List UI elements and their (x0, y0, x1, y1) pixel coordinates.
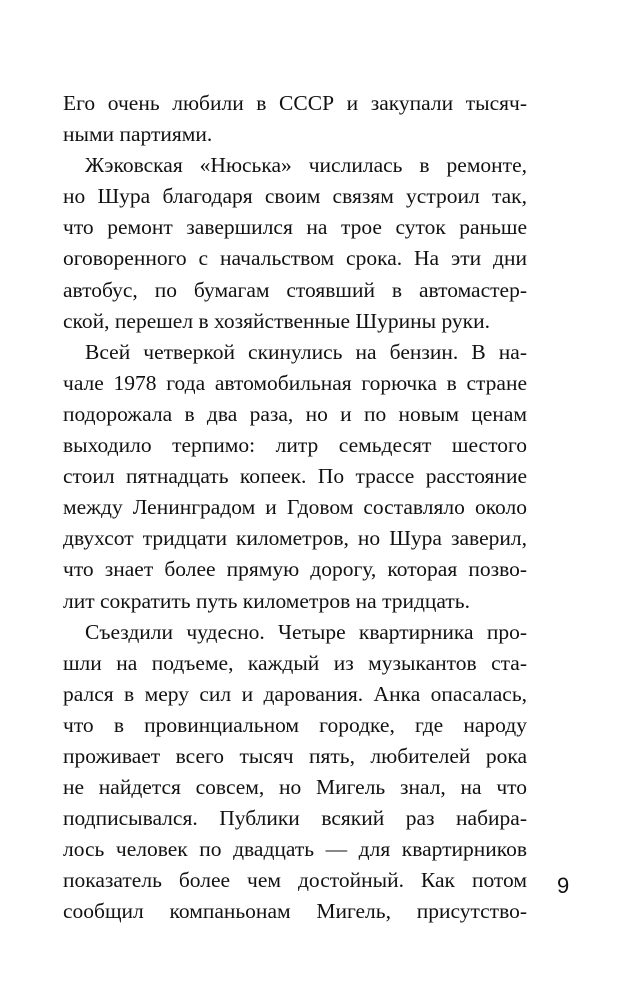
text-line: шли на подъеме, каждый из музыкантов ста- (63, 650, 527, 675)
text-line: Жэковская «Нюська» числилась в ремонте, (85, 153, 527, 178)
text-line: показатель более чем достойный. Как потом (63, 868, 527, 893)
text-line: автобус, по бумагам стоявший в автомастер- (63, 277, 527, 302)
text-line: подорожала в два раза, но и по новым ценам (63, 401, 527, 426)
text-line: оговоренного с начальством срока. На эти дни (63, 246, 527, 271)
text-line: выходило терпимо: литр семьдесят шестого (63, 433, 527, 458)
page-number: 9 (557, 873, 570, 898)
text-line: двухсот тридцати километров, но Шура заверил, (63, 526, 527, 551)
text-line: что ремонт завершился на трое суток раньше (63, 215, 527, 240)
text-line: Всей четверкой скинулись на бензин. В на- (85, 339, 527, 364)
body-text (63, 88, 527, 928)
text-line: лит сократить путь километров на тридцать. (63, 588, 470, 613)
text-line: между Ленинградом и Гдовом составляло около (63, 495, 527, 520)
text-line: Его очень любили в СССР и закупали тысяч- (63, 91, 527, 115)
text-line: не найдется совсем, но Мигель знал, на что (63, 775, 527, 800)
text-line: что в провинциальном городке, где народу (63, 712, 527, 737)
text-line: лось человек по двадцать — для квартирников (63, 837, 527, 862)
text-line: что знает более прямую дорогу, которая позво- (63, 557, 527, 582)
text-line: ными партиями. (63, 122, 213, 147)
text-line: ской, перешел в хозяйственные Шурины руки. (63, 308, 490, 333)
text-line: стоил пятнадцать копеек. По трассе расстояние (63, 464, 527, 489)
text-line: проживает всего тысяч пять, любителей рока (63, 743, 527, 768)
text-line: подписывался. Публики всякий раз набира- (63, 806, 527, 831)
text-line: рался в меру сил и дарования. Анка опасалась, (63, 681, 527, 706)
text-line: Съездили чудесно. Четыре квартирника про- (85, 619, 527, 644)
text-line: чале 1978 года автомобильная горючка в стране (63, 370, 527, 395)
text-line: но Шура благодаря своим связям устроил так, (63, 184, 527, 209)
text-line: сообщил компаньонам Мигель, присутство- (63, 899, 527, 924)
